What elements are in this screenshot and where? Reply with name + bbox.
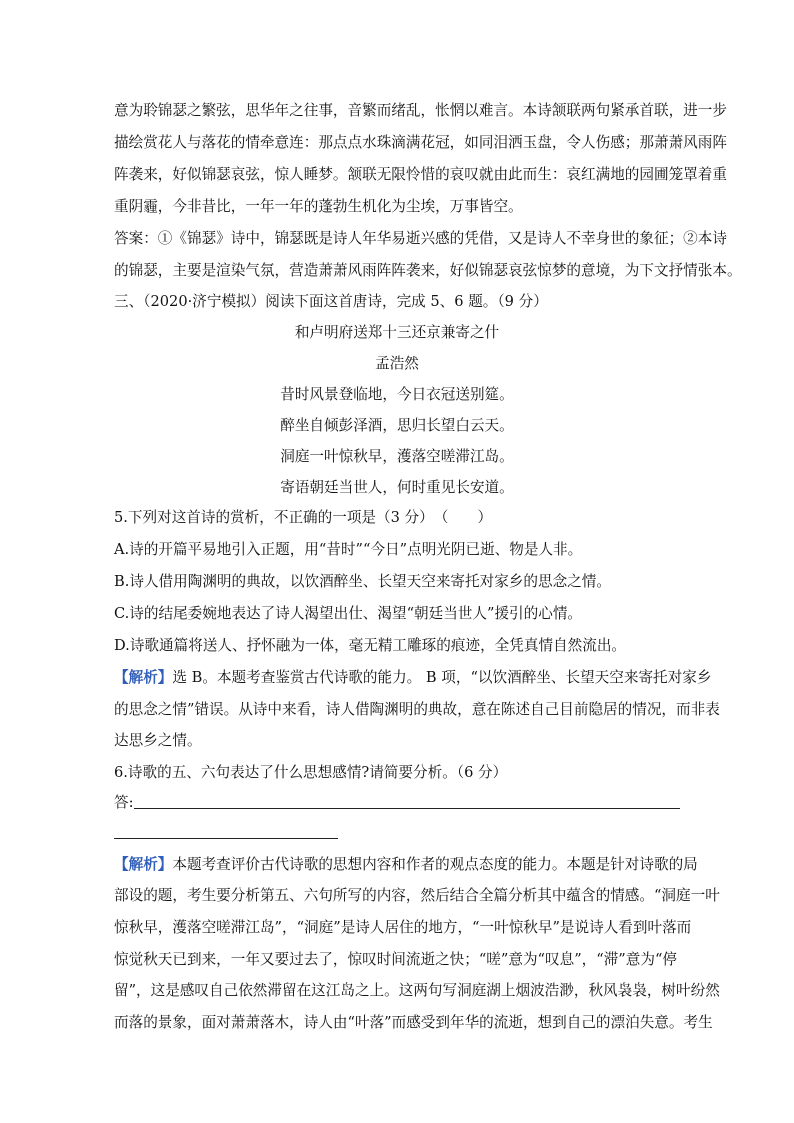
analysis-line: 的思念之情”错误。从诗中来看，诗人借陶渊明的典故，意在陈述自己目前隐居的情况，而非表	[114, 701, 720, 718]
analysis-label: 【解析】	[114, 669, 173, 686]
paragraph-line: 意为聆锦瑟之繁弦，思华年之往事，音繁而绪乱，怅惘以难言。本诗颔联两句紧承首联，进一步	[114, 102, 727, 119]
answer-line: 答案：①《锦瑟》诗中，锦瑟既是诗人年华易逝兴感的凭借，又是诗人不幸身世的象征；②本诗	[114, 230, 727, 247]
question-5-option-b: B.诗人借用陶渊明的典故，以饮酒醉坐、长望天空来寄托对家乡的思念之情。	[114, 573, 611, 590]
answer-blank-line[interactable]	[134, 808, 680, 809]
poem-line: 洞庭一叶惊秋早，濩落空嗟滞江岛。	[280, 448, 514, 465]
analysis-line: 部设的题，考生要分析第五、六句所写的内容，然后结合全篇分析其中蕴含的情感。“洞庭一叶	[114, 887, 720, 904]
analysis-label: 【解析】	[114, 856, 173, 873]
analysis-text: 本题考查评价古代诗歌的思想内容和作者的观点态度的能力。本题是针对诗歌的局	[172, 856, 698, 873]
analysis-line: 留”，这是感叹自己依然滞留在这江岛之上。这两句写洞庭湖上烟波浩渺，秋风袅袅，树叶纷然	[114, 982, 720, 999]
question-5-option-c: C.诗的结尾委婉地表达了诗人渴望出仕、渴望“朝廷当世人”援引的心情。	[114, 605, 583, 622]
question-5-stem: 5.下列对这首诗的赏析，不正确的一项是（3 分） （ ）	[114, 509, 493, 526]
analysis-line	[114, 855, 698, 875]
paragraph-line: 重阴霾，今非昔比，一年一年的蓬勃生机化为尘埃，万事皆空。	[114, 198, 523, 215]
poem-author: 孟浩然	[375, 355, 419, 372]
answer-label: 答:	[114, 794, 134, 811]
analysis-line	[114, 668, 711, 688]
paragraph-line: 阵袭来，好似锦瑟哀弦，惊人睡梦。颔联无限怜惜的哀叹就由此而生：哀红满地的园圃笼罩着重	[114, 166, 727, 183]
analysis-text: 选 B。本题考查鉴赏古代诗歌的能力。 B 项，“以饮酒醉坐、长望天空来寄托对家乡	[172, 669, 712, 686]
question-5-option-d: D.诗歌通篇将送人、抒怀融为一体，毫无精工雕琢的痕迹，全凭真情自然流出。	[114, 637, 627, 654]
poem-line: 寄语朝廷当世人，何时重见长安道。	[280, 479, 514, 496]
poem-line: 醉坐自倾彭泽酒，思归长望白云天。	[280, 417, 514, 434]
analysis-line: 惊觉秋天已到来，一年又要过去了，惊叹时间流逝之快；“嗟”意为“叹息”，“滞”意为“停	[114, 951, 678, 968]
question-5-option-a: A.诗的开篇平易地引入正题，用“昔时”“今日”点明光阴已逝、物是人非。	[114, 541, 583, 558]
poem-title: 和卢明府送郑十三还京兼寄之什	[294, 324, 500, 341]
analysis-line: 惊秋早，濩落空嗟滞江岛”，“洞庭”是诗人居住的地方，“一叶惊秋早”是说诗人看到叶落而	[114, 919, 692, 936]
answer-line: 的锦瑟，主要是渲染气氛，营造萧萧风雨阵阵袭来，好似锦瑟哀弦惊梦的意境，为下文抒情张本。	[114, 262, 742, 279]
analysis-line: 而落的景象，面对萧萧落木，诗人由“叶落”而感受到年华的流逝，想到自己的漂泊失意。考生	[114, 1014, 713, 1031]
question-6-stem: 6.诗歌的五、六句表达了什么思想感情?请简要分析。（6 分）	[114, 764, 508, 781]
paragraph-line: 描绘赏花人与落花的情牵意连：那点点水珠滴满花冠，如同泪洒玉盘，令人伤感；那萧萧风雨阵	[114, 134, 727, 151]
analysis-line: 达思乡之情。	[114, 732, 202, 749]
section-heading: 三、（2020·济宁模拟）阅读下面这首唐诗，完成 5、6 题。（9 分）	[114, 293, 548, 310]
answer-blank-line[interactable]	[114, 838, 338, 839]
poem-line: 昔时风景登临地，今日衣冠送别筵。	[280, 386, 514, 403]
